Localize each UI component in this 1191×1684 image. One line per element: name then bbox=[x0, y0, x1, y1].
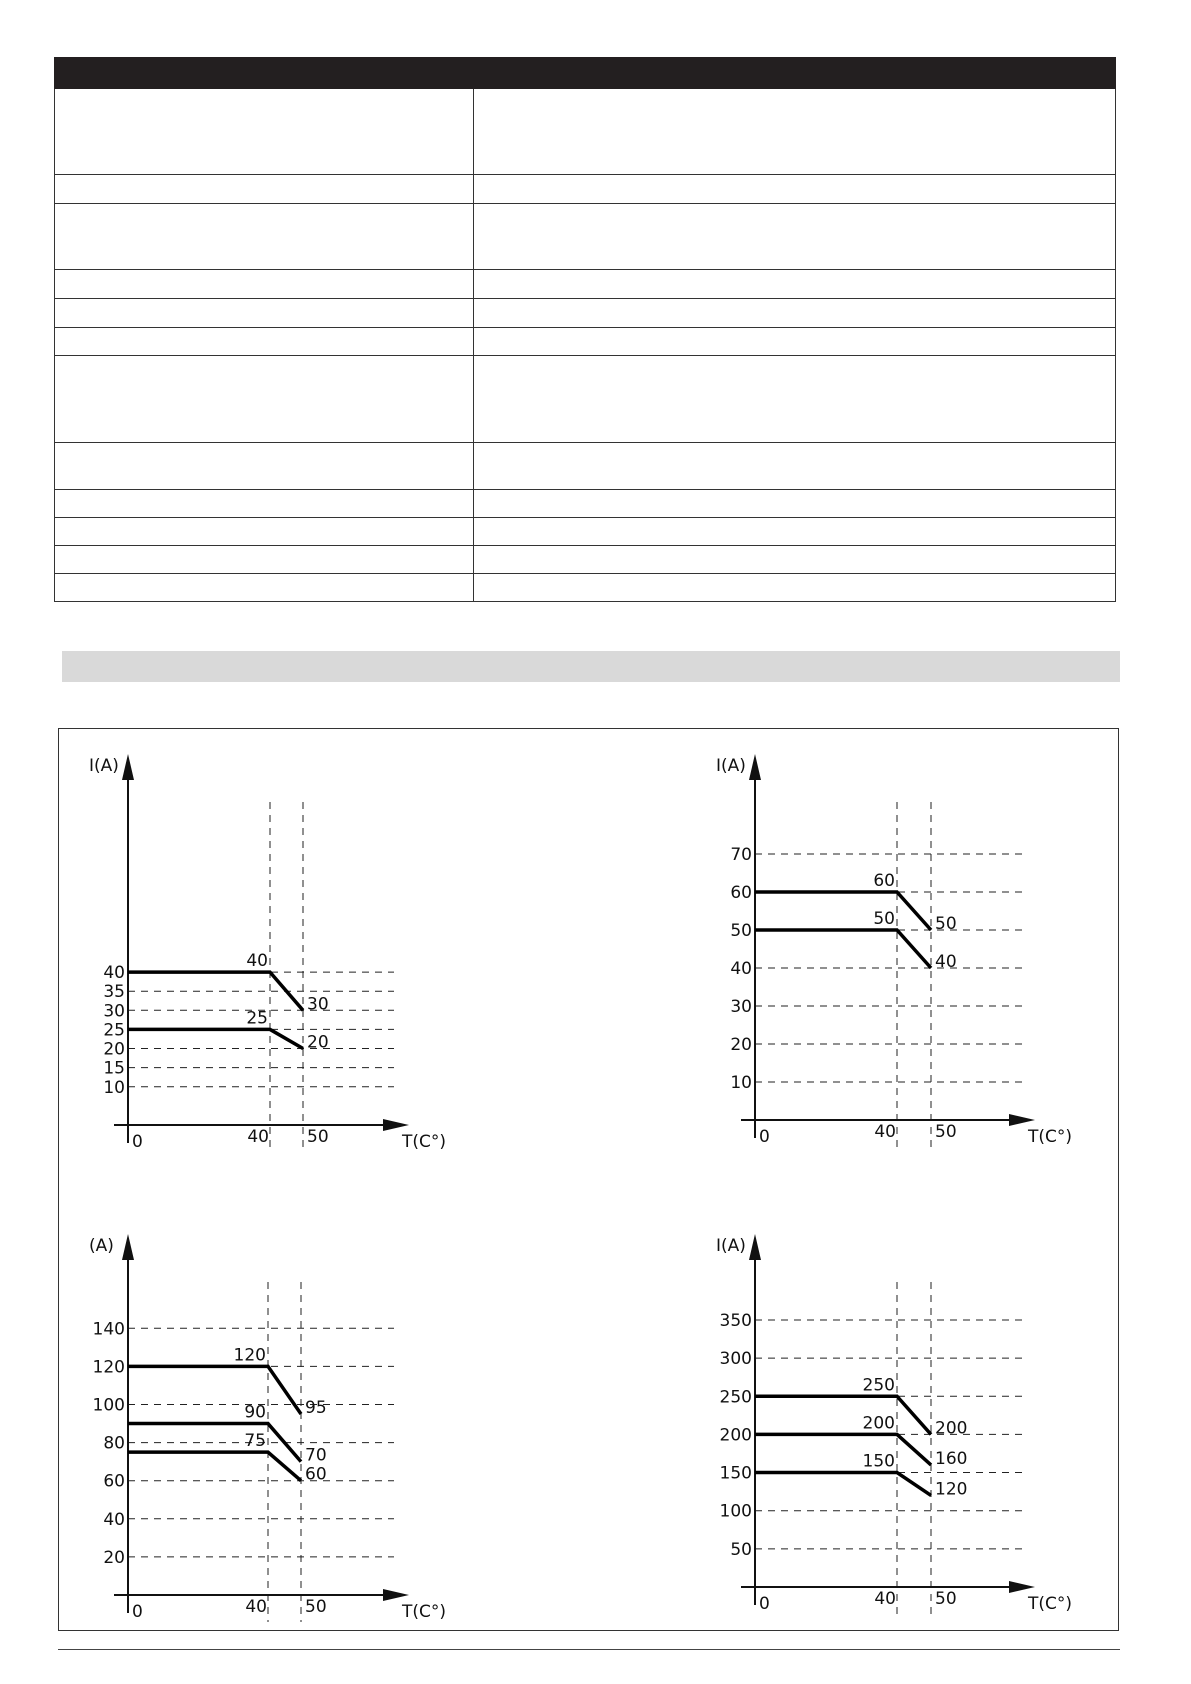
data-label: 120 bbox=[233, 1345, 266, 1366]
y-tick-label: 30 bbox=[103, 1001, 125, 1022]
x-tick-label: 40 bbox=[247, 1127, 269, 1147]
data-label: 60 bbox=[873, 871, 895, 891]
table-cell bbox=[55, 574, 474, 602]
y-axis-arrow bbox=[749, 1234, 761, 1260]
y-axis-title: I(A) bbox=[89, 756, 119, 776]
table-cell bbox=[474, 574, 1116, 602]
derating-chart-3 bbox=[89, 1234, 446, 1622]
y-axis-arrow bbox=[122, 1234, 134, 1260]
data-label: 60 bbox=[305, 1464, 327, 1485]
series-line-200A bbox=[755, 1434, 931, 1465]
y-tick-label: 10 bbox=[730, 1073, 752, 1093]
table-row bbox=[55, 270, 1116, 299]
y-tick-label: 10 bbox=[103, 1077, 125, 1098]
y-tick-label: 60 bbox=[103, 1471, 125, 1492]
table-cell bbox=[474, 546, 1116, 574]
data-label: 30 bbox=[307, 994, 329, 1015]
y-tick-label: 200 bbox=[719, 1425, 752, 1446]
table-cell bbox=[474, 270, 1116, 299]
y-axis-arrow bbox=[749, 754, 761, 780]
table-cell bbox=[474, 204, 1116, 270]
x-axis-arrow bbox=[383, 1589, 409, 1601]
data-label: 75 bbox=[244, 1431, 266, 1452]
series-line-75A bbox=[128, 1452, 301, 1481]
y-tick-label: 60 bbox=[730, 883, 752, 903]
derating-charts-panel bbox=[58, 728, 1119, 1631]
data-label: 40 bbox=[935, 952, 957, 972]
x-tick-label: 50 bbox=[935, 1589, 957, 1609]
table-row bbox=[55, 328, 1116, 356]
y-axis-title: (A) bbox=[89, 1236, 114, 1256]
y-tick-label: 120 bbox=[92, 1357, 125, 1378]
data-label: 160 bbox=[935, 1448, 968, 1469]
derating-charts-svg bbox=[59, 729, 1120, 1632]
table-cell bbox=[55, 89, 474, 175]
footer-rule bbox=[58, 1649, 1120, 1650]
x-axis-title: T(C°) bbox=[402, 1132, 447, 1152]
y-tick-label: 35 bbox=[103, 982, 125, 1003]
table-cell bbox=[474, 299, 1116, 328]
y-tick-label: 50 bbox=[730, 921, 752, 941]
y-tick-label: 70 bbox=[730, 845, 752, 865]
y-tick-label: 20 bbox=[103, 1039, 125, 1060]
table-row bbox=[55, 356, 1116, 443]
data-label: 25 bbox=[246, 1008, 268, 1029]
y-tick-label: 300 bbox=[719, 1349, 752, 1370]
section-heading-band bbox=[62, 651, 1120, 682]
data-label: 40 bbox=[246, 951, 268, 972]
spec-table bbox=[54, 57, 1116, 602]
table-row bbox=[55, 299, 1116, 328]
table-header-cell bbox=[55, 58, 474, 89]
data-label: 50 bbox=[935, 914, 957, 934]
y-tick-label: 40 bbox=[103, 963, 125, 984]
x-axis-title: T(C°) bbox=[1028, 1127, 1073, 1147]
table-row bbox=[55, 490, 1116, 518]
x-tick-label: 40 bbox=[874, 1122, 896, 1142]
data-label: 120 bbox=[935, 1479, 968, 1500]
table-cell bbox=[474, 518, 1116, 546]
series-line-60A bbox=[755, 892, 931, 930]
x-axis-arrow bbox=[383, 1119, 409, 1131]
y-tick-label: 140 bbox=[92, 1319, 125, 1340]
series-line-120A bbox=[128, 1366, 301, 1414]
x-tick-label: 50 bbox=[305, 1597, 327, 1617]
table-cell bbox=[55, 204, 474, 270]
table-cell bbox=[55, 270, 474, 299]
y-tick-label: 350 bbox=[719, 1310, 752, 1331]
series-line-250A bbox=[755, 1396, 931, 1434]
table-cell bbox=[55, 546, 474, 574]
table-row bbox=[55, 443, 1116, 490]
table-row bbox=[55, 204, 1116, 270]
x-tick-label: 0 bbox=[759, 1594, 770, 1614]
y-tick-label: 30 bbox=[730, 997, 752, 1017]
y-tick-label: 50 bbox=[730, 1539, 752, 1560]
table-header-row bbox=[55, 58, 1116, 89]
series-line-150A bbox=[755, 1473, 931, 1496]
y-tick-label: 40 bbox=[103, 1509, 125, 1530]
data-label: 150 bbox=[862, 1451, 895, 1472]
data-label: 70 bbox=[305, 1445, 327, 1466]
table-cell bbox=[474, 443, 1116, 490]
x-tick-label: 50 bbox=[935, 1122, 957, 1142]
table-cell bbox=[55, 175, 474, 204]
table-cell bbox=[55, 490, 474, 518]
data-label: 200 bbox=[935, 1418, 968, 1439]
table-header-cell bbox=[474, 58, 1116, 89]
series-line-50A bbox=[755, 930, 931, 968]
x-tick-label: 40 bbox=[874, 1589, 896, 1609]
table-cell bbox=[474, 89, 1116, 175]
x-axis-title: T(C°) bbox=[1028, 1594, 1073, 1614]
y-tick-label: 80 bbox=[103, 1433, 125, 1454]
y-tick-label: 25 bbox=[103, 1020, 125, 1041]
table-cell bbox=[55, 518, 474, 546]
series-line-25A bbox=[128, 1029, 303, 1048]
x-tick-label: 0 bbox=[759, 1127, 770, 1147]
y-tick-label: 250 bbox=[719, 1387, 752, 1408]
data-label: 95 bbox=[305, 1398, 327, 1419]
y-tick-label: 100 bbox=[92, 1395, 125, 1416]
table-cell bbox=[55, 443, 474, 490]
table-row bbox=[55, 574, 1116, 602]
y-tick-label: 150 bbox=[719, 1463, 752, 1484]
derating-chart-1 bbox=[89, 754, 446, 1152]
x-tick-label: 0 bbox=[132, 1602, 143, 1622]
x-tick-label: 0 bbox=[132, 1132, 143, 1152]
y-tick-label: 20 bbox=[730, 1035, 752, 1055]
data-label: 250 bbox=[862, 1375, 895, 1396]
x-tick-label: 40 bbox=[245, 1597, 267, 1617]
table-row bbox=[55, 89, 1116, 175]
data-label: 50 bbox=[873, 909, 895, 929]
y-axis-title: I(A) bbox=[716, 1236, 746, 1256]
table-cell bbox=[474, 328, 1116, 356]
x-axis-arrow bbox=[1009, 1581, 1035, 1593]
data-label: 20 bbox=[307, 1032, 329, 1053]
table-cell bbox=[474, 490, 1116, 518]
derating-chart-4 bbox=[716, 1234, 1072, 1614]
table-row bbox=[55, 175, 1116, 204]
table-cell bbox=[55, 328, 474, 356]
y-tick-label: 15 bbox=[103, 1058, 125, 1079]
y-axis-arrow bbox=[122, 754, 134, 780]
data-label: 200 bbox=[862, 1413, 895, 1434]
table-cell bbox=[474, 175, 1116, 204]
table-cell bbox=[474, 356, 1116, 443]
table-row bbox=[55, 546, 1116, 574]
table-cell bbox=[55, 356, 474, 443]
x-axis-title: T(C°) bbox=[402, 1602, 447, 1622]
derating-chart-2 bbox=[716, 754, 1072, 1147]
table-row bbox=[55, 518, 1116, 546]
x-axis-arrow bbox=[1009, 1114, 1035, 1126]
data-label: 90 bbox=[244, 1402, 266, 1423]
y-axis-title: I(A) bbox=[716, 756, 746, 776]
y-tick-label: 40 bbox=[730, 959, 752, 979]
x-tick-label: 50 bbox=[307, 1127, 329, 1147]
table-cell bbox=[55, 299, 474, 328]
y-tick-label: 20 bbox=[103, 1547, 125, 1568]
y-tick-label: 100 bbox=[719, 1501, 752, 1522]
